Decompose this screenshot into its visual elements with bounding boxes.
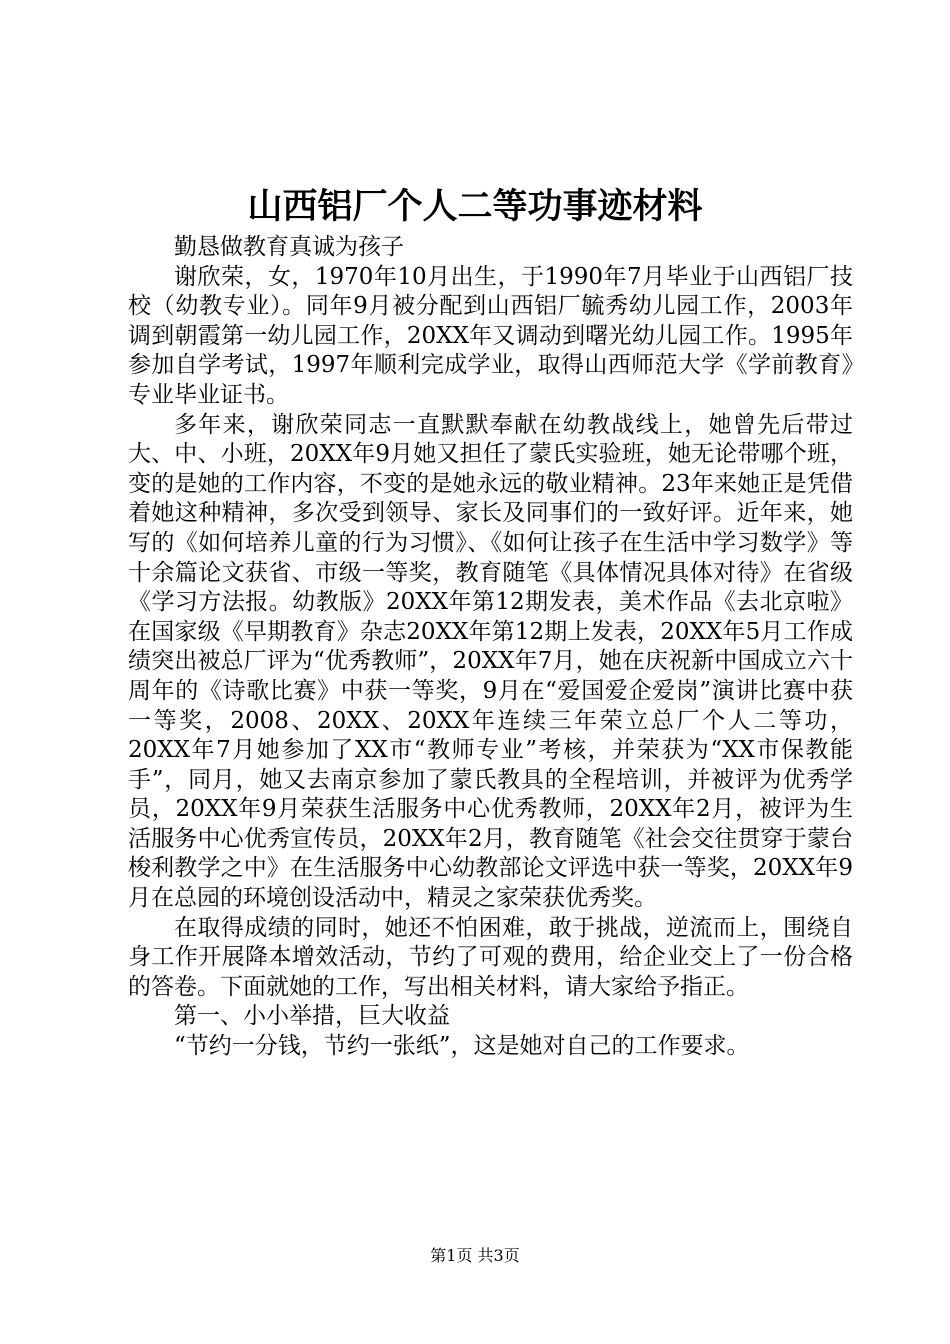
section-heading: 第一、小小举措，巨大收益	[174, 1003, 450, 1030]
body-paragraph: 在取得成绩的同时，她还不怕困难，敢于挑战，逆流而上，围绕自身工作开展降本增效活动，节约了可观的费用，给企业交上了一份合格的答卷。下面就她的工作，写出相关材料，请大家给予指正。	[128, 914, 853, 1000]
body-paragraph: 谢欣荣，女，1970年10月出生，于1990年7月毕业于山西铝厂技校（幼教专业）。同年9月被分配到山西铝厂毓秀幼儿园工作，2003年调到朝霞第一幼儿园工作，20XX年又调动到曙光幼儿园工作。1995年参加自学考试，1997年顺利完成学业，取得山西师范大学《学前教育》专业毕业证书。	[128, 263, 853, 408]
document-body	[128, 233, 853, 1062]
body-paragraph: 多年来，谢欣荣同志一直默默奉献在幼教战线上，她曾先后带过大、中、小班，20XX年9月她又担任了蒙氏实验班，她无论带哪个班，变的是她的工作内容，不变的是她永远的敬业精神。23年来她正是凭借着她这种精神，多次受到领导、家长及同事们的一致好评。近年来，她写的《如何培养儿童的行为习惯》、《如何让孩子在生活中学习数学》等十余篇论文获省、市级一等奖，教育随笔《具体情况具体对待》在省级《学习方法报。幼教版》20XX年第12期发表，美术作品《去北京啦》在国家级《早期教育》杂志20XX年第12期上发表，20XX年5月工作成绩突出被总厂评为“优秀教师”，20XX年7月，她在庆祝新中国成立六十周年的《诗歌比赛》中获一等奖，9月在“爱国爱企爱岗”演讲比赛中获一等奖，2008、20XX、20XX年连续三年荣立总厂个人二等功，20XX年7月她参加了XX市“教师专业”考核，并荣获为“XX市保教能手”，同月，她又去南京参加了蒙氏教具的全程培训，并被评为优秀学员，20XX年9月荣获生活服务中心优秀教师，20XX年2月，被评为生活服务中心优秀宣传员，20XX年2月，教育随笔《社会交往贯穿于蒙台梭利教学之中》在生活服务中心幼教部论文评选中获一等奖，20XX年9月在总园的环境创设活动中，精灵之家荣获优秀奖。	[128, 411, 853, 912]
subtitle-paragraph: 勤恳做教育真诚为孩子	[174, 234, 404, 260]
document-title: 山西铝厂个人二等功事迹材料	[247, 186, 703, 227]
page-number-footer: 第1页 共3页	[430, 1246, 520, 1265]
body-paragraph: “节约一分钱，节约一张纸”，这是她对自己的工作要求。	[174, 1033, 750, 1060]
